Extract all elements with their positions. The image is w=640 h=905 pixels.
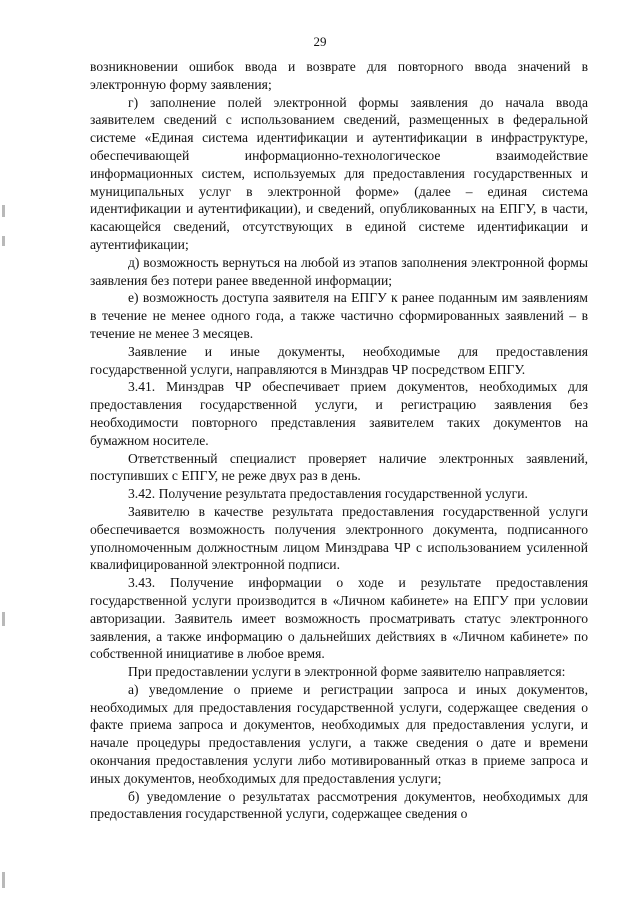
paragraph-continuation: возникновении ошибок ввода и возврате для повторного ввода значений в электронную форму заявления; (90, 59, 588, 92)
paragraph-item-b: б) уведомление о результатах рассмотрения документов, необходимых для предоставления государственной услуги, содержащее сведения о (90, 788, 588, 822)
paragraph-item-a: а) уведомление о приеме и регистрации запроса и иных документов, необходимых для предоставления государственной услуги, содержащее сведения о факте приема запроса и документов, необходимых для предоставления услуги, и начале процедуры предоставления услуги, а также сведения о дате и времени окончания предоставления услуги либо мотивированный отказ в приеме запроса и иных документов, необходимых для предоставления услуги; (90, 681, 588, 786)
paragraph-3-42: 3.42. Получение результата предоставления государственной услуги. (128, 486, 528, 502)
paragraph-3-41: 3.41. Минздрав ЧР обеспечивает прием документов, необходимых для предоставления государственной услуги, и регистрацию заявления без необходимости повторного представления заявителем таких документов на бумажном носителе. (90, 379, 588, 448)
paragraph-result-document: Заявителю в качестве результата предоставления государственной услуги обеспечивается возможность получения электронного документа, подписанного уполномоченным должностным лицом Минздрава ЧР с использованием усиленной квалифицированной электронной подписи. (90, 503, 588, 573)
paragraph-notifications-intro: При предоставлении услуги в электронной форме заявителю направляется: (128, 664, 566, 680)
page-number: 29 (313, 34, 327, 49)
document-body (90, 58, 588, 823)
paragraph-specialist-check: Ответственный специалист проверяет наличие электронных заявлений, поступивших с ЕПГУ, не реже двух раз в день. (90, 450, 588, 484)
scan-margin-mark (2, 612, 5, 626)
paragraph-item-g: г) заполнение полей электронной формы заявления до начала ввода заявителем сведений с использованием сведений, размещенных в федеральной системе «Единая система идентификации и аутентификации в инфраструктуре, обеспечивающей информационно-технологическое взаимодействие информационных систем, используемых для предоставления государственных и муниципальных услуг в электронной форме» (далее – единая система идентификации и аутентификации), и сведений, опубликованных на ЕПГУ, в части, касающейся сведений, отсутствующих в единой системе идентификации и аутентификации; (90, 94, 588, 252)
scan-margin-mark (2, 872, 5, 888)
paragraph-item-d: д) возможность вернуться на любой из этапов заполнения электронной формы заявления без потери ранее введенной информации; (90, 254, 588, 288)
paragraph-3-43: 3.43. Получение информации о ходе и результате предоставления государственной услуги производится в «Личном кабинете» на ЕПГУ при условии авторизации. Заявитель имеет возможность просматривать статус электронного заявления, а также информацию о дальнейших действиях в «Личном кабинете» по собственной инициативе в любое время. (90, 575, 588, 662)
scan-margin-mark (2, 236, 5, 246)
paragraph-submission: Заявление и иные документы, необходимые для предоставления государственной услуги, направляются в Минздрав ЧР посредством ЕПГУ. (90, 343, 588, 377)
scan-margin-mark (2, 205, 5, 217)
paragraph-item-e: е) возможность доступа заявителя на ЕПГУ к ранее поданным им заявлениям в течение не менее одного года, а также частично сформированных заявлений – в течение не менее 3 месяцев. (90, 290, 588, 341)
